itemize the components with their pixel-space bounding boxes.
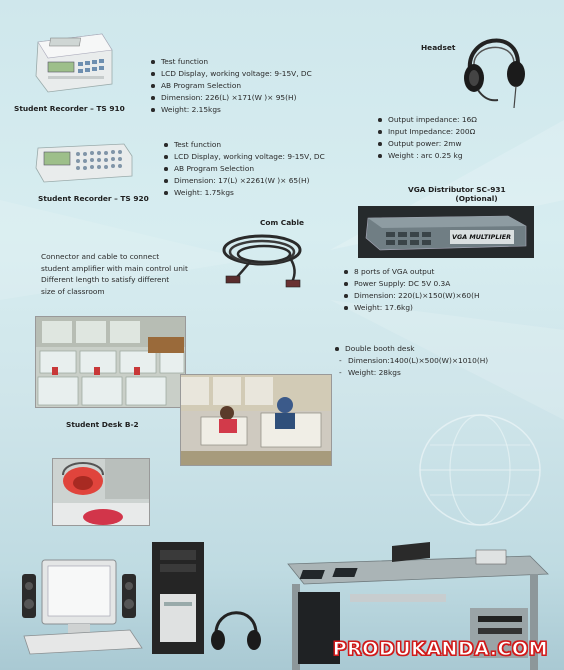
vga-feature-list (343, 266, 480, 314)
desk-sub-feature: - Weight: 28kgs (338, 367, 488, 379)
vga-photo (358, 206, 534, 258)
ts920-feature: AB Program Selection (163, 163, 325, 175)
com-cable-image (210, 228, 330, 292)
vga-feature: 8 ports of VGA output (343, 266, 480, 278)
ts910-feature: Test function (150, 56, 312, 68)
desk-sub-feature: - Dimension:1400(L)×500(W)×1010(H) (338, 355, 488, 367)
ts910-feature: AB Program Selection (150, 80, 312, 92)
headset-feature: Input Impedance: 200Ω (377, 126, 477, 138)
ts910-feature: Weight: 2.15kgs (150, 104, 312, 116)
vga-caption (408, 185, 506, 203)
desk-feature-list (334, 343, 488, 355)
ts920-feature: LCD Display, working voltage: 9-15V, DC (163, 151, 325, 163)
ts910-feature-list (150, 56, 312, 116)
ts910-caption: Student Recorder – TS 910 (14, 104, 125, 113)
ts920-caption: Student Recorder – TS 920 (38, 194, 149, 203)
com-cable-description-line: Connector and cable to connect (41, 252, 160, 261)
com-cable-description-line: size of classroom (41, 286, 105, 296)
com-cable-description-line: student amplifier with main control unit (41, 263, 188, 273)
desk-spec-block (334, 343, 488, 379)
vga-feature: Dimension: 220(L)×150(W)×60(H (343, 290, 480, 302)
com-cable-description (41, 251, 188, 297)
ts910-feature: Dimension: 226(L) ×171(W )× 95(H) (150, 92, 312, 104)
headset-image (456, 22, 528, 108)
headset-feature-list (377, 114, 477, 162)
headset-feature: Output power: 2mw (377, 138, 477, 150)
vga-caption-optional: (Optional) (455, 194, 498, 203)
ts920-feature: Test function (163, 139, 325, 151)
ts920-feature-list (163, 139, 325, 199)
desk-photo-classroom (35, 316, 186, 408)
ts910-feature: LCD Display, working voltage: 9-15V, DC (150, 68, 312, 80)
ts920-feature: Weight: 1.75kgs (163, 187, 325, 199)
vga-feature: Weight: 17.6kg) (343, 302, 480, 314)
computer-set-image (10, 530, 270, 670)
desk-feature: Double booth desk (334, 343, 488, 355)
vga-feature: Power Supply: DC 5V 0.3A (343, 278, 480, 290)
vga-device-image (358, 206, 534, 258)
com-cable-description-line: Different length to satisfy different (41, 275, 170, 284)
ts910-device-image (32, 28, 116, 94)
vga-caption-title: VGA Distributor SC-931 (408, 185, 506, 194)
vga-device-label: VGA MULTIPLIER (452, 233, 512, 241)
ts920-device-image (34, 140, 134, 188)
headset-caption: Headset (421, 43, 456, 52)
desk-photo-headset-chair (52, 458, 150, 526)
ts920-feature: Dimension: 17(L) ×2261(W )× 65(H) (163, 175, 325, 187)
desk-sub-feature-list (338, 355, 488, 379)
watermark: PRODUKANDA.COM (332, 638, 548, 660)
desk-caption: Student Desk B-2 (66, 420, 139, 429)
com-cable-caption: Com Cable (260, 218, 305, 227)
headset-feature: Weight : arc 0.25 kg (377, 150, 477, 162)
headset-feature: Output impedance: 16Ω (377, 114, 477, 126)
desk-photo-students (180, 374, 332, 466)
